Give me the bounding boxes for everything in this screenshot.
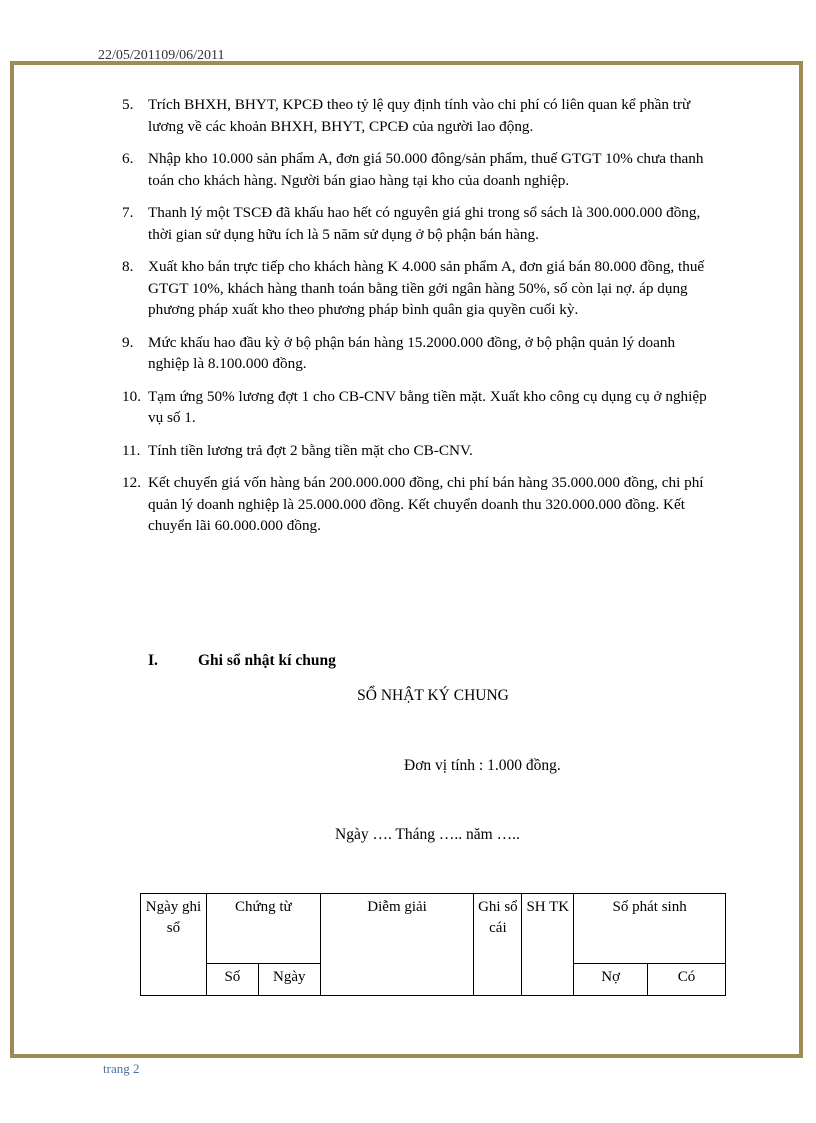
section-heading [148, 652, 336, 670]
list-item-number: 10. [122, 387, 141, 405]
subheader-number-cell: Số [206, 964, 258, 996]
list-item [118, 148, 718, 191]
list-item [118, 386, 718, 429]
list-item [118, 472, 718, 537]
list-item-text: Tính tiền lương trả đợt 2 bằng tiền mặt cho CB-CNV. [148, 441, 473, 459]
list-item-number: 12. [122, 474, 141, 491]
header-amount-cell: Số phát sinh [574, 894, 726, 964]
list-item-text: Tạm ứng 50% lương đợt 1 cho CB-CNV bằng tiền mặt. Xuất kho công cụ dụng cụ ở nghiệp vụ số 1. [148, 387, 707, 426]
list-item-number: 6. [122, 150, 134, 167]
unit-note: Đơn vị tính : 1.000 đồng. [404, 757, 561, 774]
section-numeral: I. [148, 652, 158, 669]
list-item-text: Nhập kho 10.000 sản phẩm A, đơn giá 50.000 đông/sản phẩm, thuế GTGT 10% chưa thanh toán cho khách hàng. Người bán giao hàng tại kho của doanh nghiệp. [148, 150, 704, 189]
page-number: trang 2 [103, 1061, 140, 1076]
date-line: Ngày …. Tháng ….. năm ….. [335, 826, 520, 843]
list-item [118, 202, 718, 245]
list-item-text: Trích BHXH, BHYT, KPCĐ theo tỷ lệ quy định tính vào chi phí có liên quan kể phần trừ lương về các khoản BHXH, BHYT, CPCĐ của người lao động. [148, 96, 691, 135]
list-item-number: 7. [122, 204, 134, 221]
document-title: SỔ NHẬT KÝ CHUNG [357, 687, 509, 704]
list-item-text: Xuất kho bán trực tiếp cho khách hàng K 4.000 sản phẩm A, đơn giá bán 80.000 đồng, thuế GTGT 10%, khách hàng thanh toán bằng tiền gởi ngân hàng 50%, số còn lại nợ. áp dụng phương pháp xuất kho theo phương pháp bình quân gia quyền cuối kỳ. [148, 258, 705, 318]
subheader-date-cell: Ngày [258, 964, 320, 996]
list-item [118, 256, 718, 321]
list-item [118, 440, 718, 462]
list-item-text: Mức khấu hao đầu kỳ ở bộ phận bán hàng 15.2000.000 đồng, ở bộ phận quản lý doanh nghiệp là 8.100.000 đồng. [148, 333, 676, 372]
table-header-row [141, 894, 726, 964]
header-description-cell: Diễm giải [320, 894, 474, 996]
section-title: Ghi sổ nhật kí chung [198, 652, 336, 669]
transaction-list [118, 94, 718, 548]
list-item-number: 11. [122, 441, 141, 459]
list-item [118, 94, 718, 137]
header-account-cell: SH TK [522, 894, 574, 996]
journal-table [140, 893, 726, 996]
subheader-credit-cell: Có [648, 964, 726, 996]
list-item-number: 8. [122, 258, 134, 275]
list-item-text: Thanh lý một TSCĐ đã khấu hao hết có nguyên giá ghi trong sổ sách là 300.000.000 đồng, thời gian sử dụng hữu ích là 5 năm sử dụng ở bộ phận bán hàng. [148, 204, 701, 243]
list-item-number: 9. [122, 333, 134, 351]
header-ledger-cell: Ghi sổ cái [474, 894, 522, 996]
list-item-text: Kết chuyển giá vốn hàng bán 200.000.000 đồng, chi phí bán hàng 35.000.000 đồng, chi phí quản lý doanh nghiệp là 25.000.000 đồng. Kết chuyển doanh thu 320.000.000 đồng. Kết chuyển lãi 60.000.000 đồng. [148, 474, 704, 534]
header-voucher-cell: Chứng từ [206, 894, 320, 964]
list-item-number: 5. [122, 96, 134, 113]
subheader-debit-cell: Nợ [574, 964, 648, 996]
header-date: 22/05/201109/06/2011 [98, 48, 225, 63]
list-item [118, 332, 718, 375]
header-date-cell: Ngày ghi sổ [141, 894, 207, 996]
